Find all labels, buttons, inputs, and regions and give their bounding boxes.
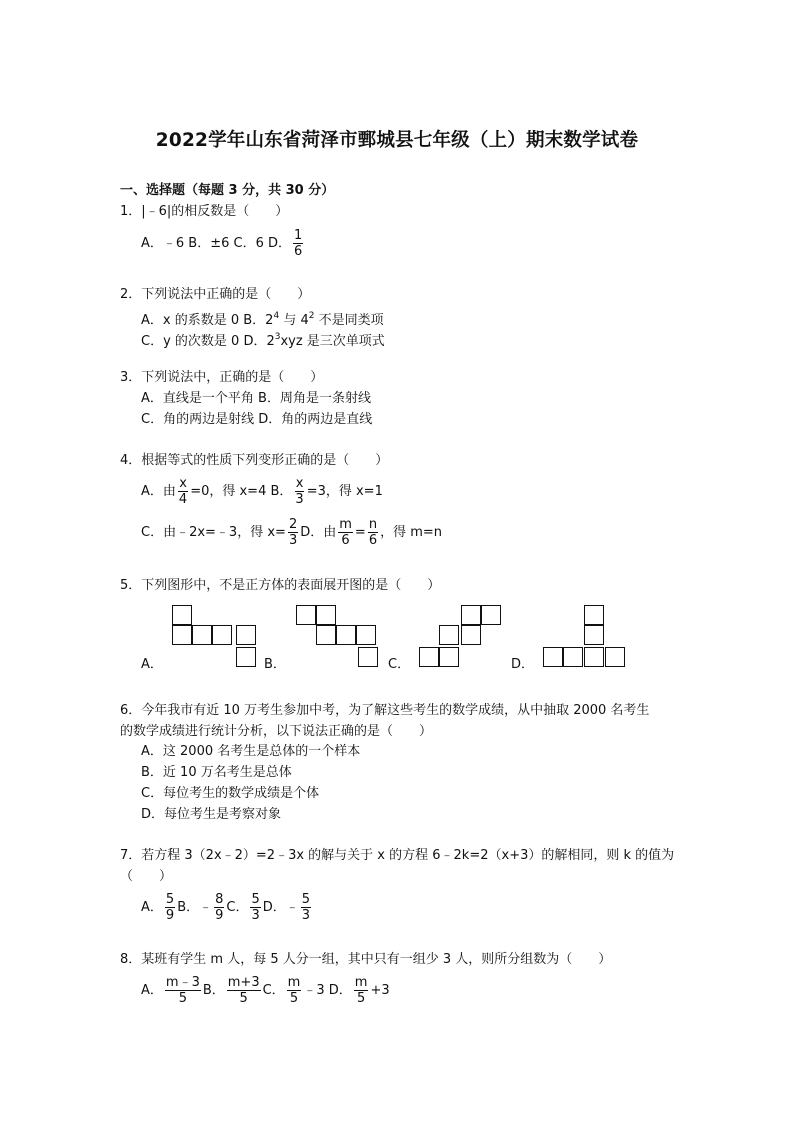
question-6-option-a: A．这 2000 名考生是总体的一个样本	[141, 744, 361, 759]
question-3-stem: 3．下列说法中，正确的是（ ）	[120, 370, 324, 385]
question-2-options-row-2: C．y 的次数是 0 D．$2^3xyz$ 是三次单项式	[141, 332, 385, 349]
fraction: $\frac{m}{5}$	[287, 975, 301, 1006]
question-7-options: A． $\frac{5}{9}$ B．﹣ $\frac{8}{9}$ C． $\frac{5}{3}$ D．﹣ $\frac{5}{3}$	[141, 892, 311, 923]
question-3-options-row-2: C．角的两边是射线 D．角的两边是直线	[141, 412, 373, 427]
fraction: $\frac{m+3}{5}$	[227, 975, 260, 1006]
fraction: $\frac{2}{3}$	[288, 517, 298, 548]
question-2-stem: 2．下列说法中正确的是（ ）	[120, 287, 311, 302]
fraction: $\frac{m}{6}$	[339, 517, 352, 548]
question-4-options-row-2: C．由﹣2x=﹣3，得 x= $\frac{2}{3}$ D．由 $\frac{m}{6}$ = $\frac{n}{6}$ ，得 m=n	[141, 517, 443, 548]
fraction: $\frac{n}{6}$	[368, 517, 378, 548]
question-3-options-row-1: A．直线是一个平角 B．周角是一条射线	[141, 391, 371, 406]
fraction: $\frac{8}{9}$	[215, 892, 224, 923]
question-6-option-c: C．每位考生的数学成绩是个体	[141, 786, 320, 801]
fraction: $\frac{m﹣3}{5}$	[165, 975, 200, 1006]
net-label-a: A．	[141, 657, 163, 672]
question-1-stem: 1．|﹣6|的相反数是（ ）	[120, 204, 289, 219]
fraction: $\frac{5}{9}$	[165, 892, 175, 923]
fraction: $\frac{5}{3}$	[251, 892, 260, 923]
question-8-options: A． $\frac{m﹣3}{5}$ B． $\frac{m+3}{5}$ C． $\frac{m}{5}$ ﹣3 D． $\frac{m}{5}$ +3	[141, 975, 390, 1006]
net-label-b: B．	[264, 657, 286, 672]
question-4-options-row-1: A．由 $\frac{x}{4}$ =0，得 x=4 B． $\frac{x}{3}$ =3，得 x=1	[141, 476, 383, 507]
fraction: $\frac{x}{4}$	[178, 476, 188, 507]
question-8-stem: 8．某班有学生 m 人，每 5 人分一组，其中只有一组少 3 人，则所分组数为（ ）	[120, 952, 612, 967]
question-6-stem-line-1: 6．今年我市有近 10 万考生参加中考，为了解这些考生的数学成绩，从中抽取 2000 名考生	[120, 703, 650, 718]
net-label-d: D．	[511, 657, 535, 672]
question-6-stem-line-2: 的数学成绩进行统计分析，以下说法正确的是（ ）	[120, 724, 433, 739]
question-2-options-row-1: A．x 的系数是 0 B．$2^4$ 与 $4^2$ 不是同类项	[141, 311, 384, 328]
fraction: $\frac{m}{5}$	[354, 975, 368, 1006]
question-7-stem-line-1: 7．若方程 3（2x﹣2）=2﹣3x 的解与关于 x 的方程 6﹣2k=2（x+3）的解相同，则 k 的值为	[120, 848, 675, 863]
page-title: 2022学年山东省菏泽市鄄城县七年级（上）期末数学试卷	[155, 130, 639, 151]
section-heading: 一、选择题（每题 3 分，共 30 分）	[120, 183, 335, 198]
question-6-option-d: D．每位考生是考察对象	[141, 807, 282, 822]
fraction: $\frac{5}{3}$	[301, 892, 311, 923]
question-1-options	[141, 228, 305, 259]
question-1-options-text: A．﹣6 B．±6 C．6 D．	[141, 236, 292, 251]
question-6-option-b: B．近 10 万名考生是总体	[141, 765, 292, 780]
net-label-c: C．	[388, 657, 411, 672]
fraction: $\frac{x}{3}$	[295, 476, 304, 507]
question-7-stem-line-2: （ ）	[120, 869, 173, 884]
question-4-stem: 4．根据等式的性质下列变形正确的是（ ）	[120, 453, 389, 468]
question-5-stem: 5．下列图形中，不是正方体的表面展开图的是（ ）	[120, 578, 441, 593]
fraction: $\frac{1}{6}$	[294, 228, 303, 259]
